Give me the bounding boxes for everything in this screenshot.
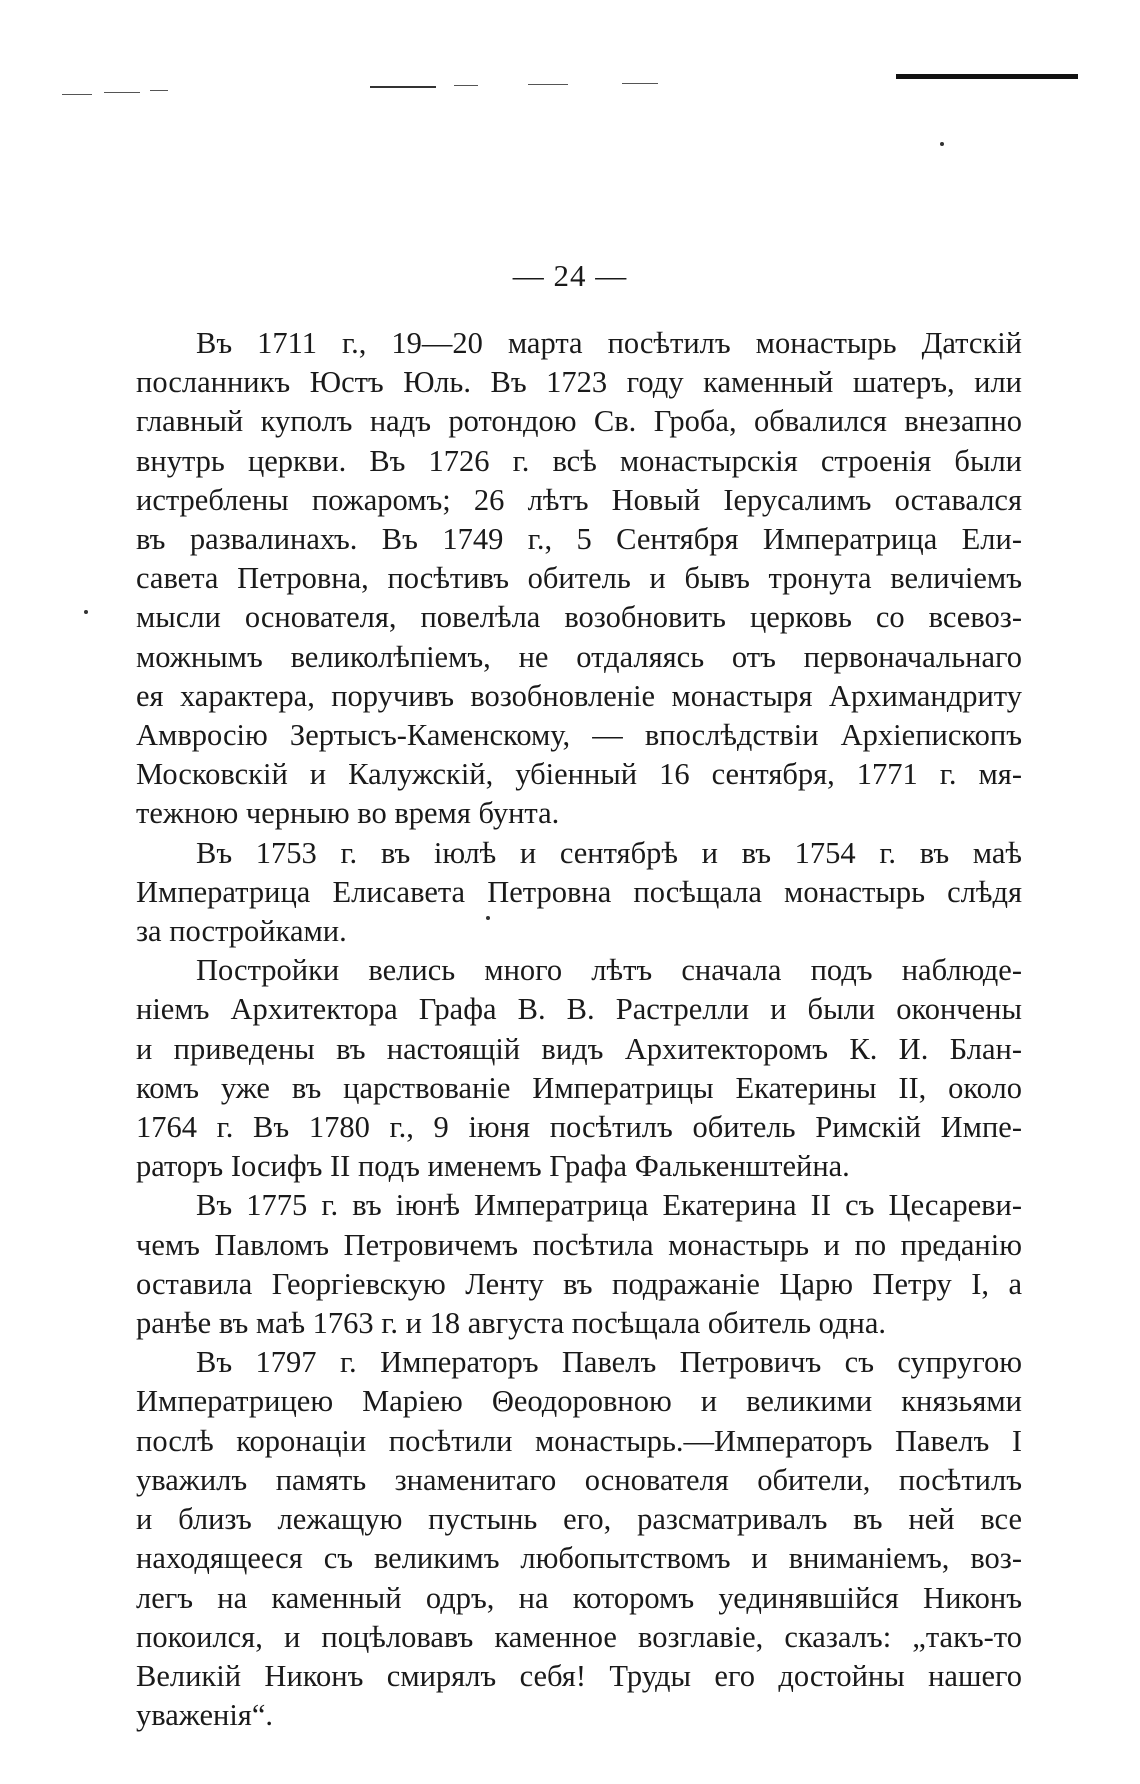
text-line: ніемъ Архитектора Графа В. В. Растрелли и были окончены [136,992,1022,1027]
scan-mark [454,85,478,86]
paragraph [136,1343,1022,1735]
scan-dot [84,610,88,614]
text-line: Императрицею Маріею Θеодоровною и великими князьями [136,1384,1022,1419]
text-line: Въ 1711 г., 19—20 марта посѣтилъ монастырь Датскій [196,326,1022,360]
scan-mark [622,83,658,84]
text-line: ея характера, поручивъ возобновленіе монастыря Архимандриту [136,678,1022,713]
text-line: уваженія“. [136,1698,273,1733]
text-line: Въ 1797 г. Императоръ Павелъ Петровичъ съ супругою [196,1345,1022,1380]
scan-mark [150,90,168,91]
text-line: чемъ Павломъ Петровичемъ посѣтила монастырь и по преданію [136,1227,1022,1262]
text-line: легъ на каменный одръ, на которомъ уединявшійся Никонъ [136,1580,1022,1615]
paragraph [136,324,1022,834]
text-line: находящееся съ великимъ любопытствомъ и вниманіемъ, воз- [136,1541,1022,1576]
text-line: можнымъ великолѣпіемъ, не отдаляясь отъ первоначальнаго [136,639,1022,674]
text-line: раторъ Іосифъ II подъ именемъ Графа Фалькенштейна. [136,1149,850,1184]
text-line: Въ 1775 г. въ іюнѣ Императрица Екатерина II съ Цесареви- [196,1188,1022,1223]
paragraph [136,834,1022,952]
text-line: истреблены пожаромъ; 26 лѣтъ Новый Іерусалимъ оставался [136,482,1022,517]
text-line: за постройками. [136,914,347,949]
scan-mark [104,92,140,93]
scan-mark [370,86,436,88]
text-line: Постройки велись много лѣтъ сначала подъ наблюде- [196,953,1022,988]
text-line: ранѣе въ маѣ 1763 г. и 18 августа посѣщала обитель одна. [136,1306,886,1341]
scan-mark [62,94,92,95]
scan-mark [528,84,568,85]
text-line: Московскій и Калужскій, убіенный 16 сентября, 1771 г. мя- [136,757,1022,792]
text-line: Великій Никонъ смирялъ себя! Труды его достойны нашего [136,1658,1022,1693]
scan-dot [940,142,944,146]
text-line: уважилъ память знаменитаго основателя обители, посѣтилъ [136,1462,1022,1497]
text-line: Амвросію Зертысъ-Каменскому, — впослѣдствіи Архіепископъ [136,718,1022,753]
text-line: тежною черныю во время бунта. [136,796,560,831]
text-line: савета Петровна, посѣтивъ обитель и бывъ тронута величіемъ [136,561,1022,596]
text-line: покоился, и поцѣловавъ каменное возглавіе, сказалъ: „такъ-то [136,1619,1022,1654]
text-line: мысли основателя, повелѣла возобновить церковь со всевоз- [136,600,1022,635]
body-text [136,324,1022,1735]
paragraph [136,951,1022,1186]
text-line: оставила Георгіевскую Ленту въ подражаніе Царю Петру I, а [136,1266,1022,1301]
text-line: послѣ коронаціи посѣтили монастырь.—Императоръ Павелъ I [136,1423,1022,1458]
text-line: и приведены въ настоящій видъ Архитекторомъ К. И. Блан- [136,1031,1022,1066]
text-line: Императрица Елисавета Петровна посѣщала монастырь слѣдя [136,874,1022,909]
text-line: главный куполъ надъ ротондою Св. Гроба, обвалился внезапно [136,404,1022,439]
text-line: и близъ лежащую пустынь его, разсматривалъ въ ней все [136,1502,1022,1537]
text-line: 1764 г. Въ 1780 г., 9 іюня посѣтилъ обитель Римскій Импе- [136,1110,1022,1145]
text-line: комъ уже въ царствованіе Императрицы Екатерины II, около [136,1070,1022,1105]
text-line: Въ 1753 г. въ іюлѣ и сентябрѣ и въ 1754 г. въ маѣ [196,835,1022,870]
text-line: въ развалинахъ. Въ 1749 г., 5 Сентября Императрица Ели- [136,522,1022,557]
paragraph [136,1186,1022,1343]
scan-mark [896,74,1078,79]
text-line: внутрь церкви. Въ 1726 г. всѣ монастырскія строенія были [136,443,1022,478]
text-line: посланникъ Юстъ Юль. Въ 1723 году каменный шатеръ, или [136,365,1022,400]
page-number: — 24 — [512,258,628,293]
